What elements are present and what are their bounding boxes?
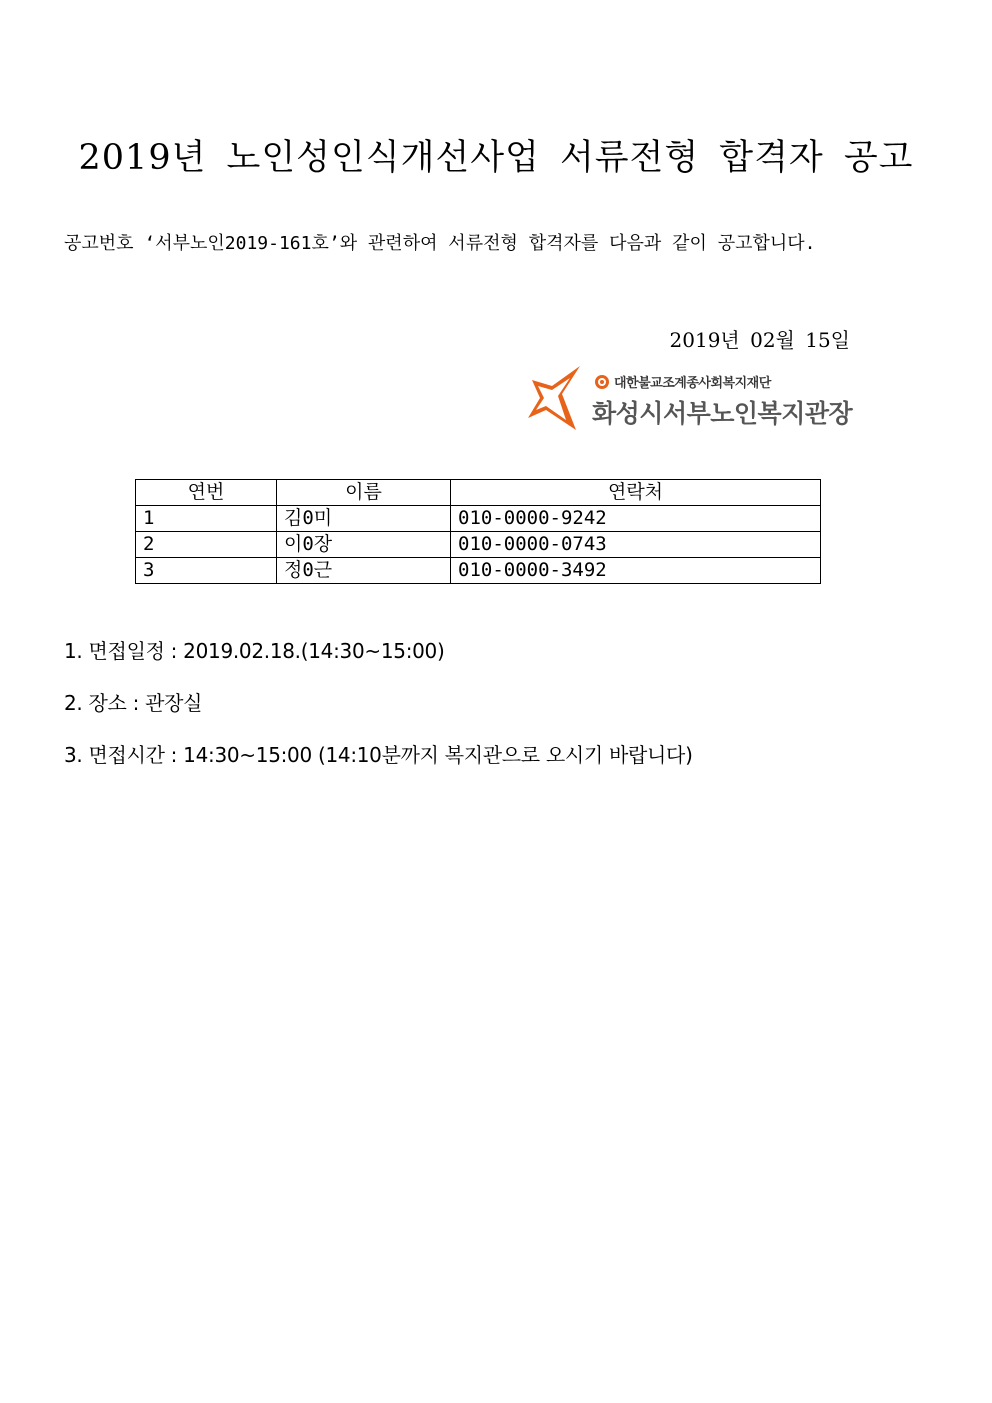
row-phone: 010-0000-0743 [451, 532, 821, 558]
table-row [136, 532, 821, 558]
row-number: 1 [136, 506, 277, 532]
table-row [136, 506, 821, 532]
header-contact: 연락처 [451, 480, 821, 506]
table-header-row [136, 480, 821, 506]
announcement-intro: 공고번호 ‘서부노인2019-161호’와 관련하여 서류전형 합격자를 다음과 같이 공고합니다. [64, 233, 816, 254]
star-burst-logo-icon [526, 364, 582, 434]
header-name: 이름 [277, 480, 451, 506]
row-number: 2 [136, 532, 277, 558]
row-name: 이0장 [277, 532, 451, 558]
interview-schedule-item: 1. 면접일정 : 2019.02.18.(14:30~15:00) [64, 639, 445, 663]
interview-details [64, 636, 944, 792]
row-name: 정0근 [277, 558, 451, 584]
interview-location-item: 2. 장소 : 관장실 [64, 691, 203, 715]
page-title: 2019년 노인성인식개선사업 서류전형 합격자 공고 [78, 138, 914, 178]
dharma-wheel-icon [594, 374, 610, 390]
logo-foundation-name: 대한불교조계종사회복지재단 [614, 376, 771, 391]
header-number: 연번 [136, 480, 277, 506]
organization-logo [526, 364, 856, 434]
announcement-date: 2019년 02월 15일 [669, 328, 850, 352]
interview-time-item: 3. 면접시간 : 14:30~15:00 (14:10분까지 복지관으로 오시기 바랍니다) [64, 743, 693, 767]
row-number: 3 [136, 558, 277, 584]
row-phone: 010-0000-3492 [451, 558, 821, 584]
row-phone: 010-0000-9242 [451, 506, 821, 532]
applicant-table [135, 479, 821, 584]
logo-organization-name: 화성시서부노인복지관장 [592, 399, 853, 428]
row-name: 김0미 [277, 506, 451, 532]
table-row [136, 558, 821, 584]
